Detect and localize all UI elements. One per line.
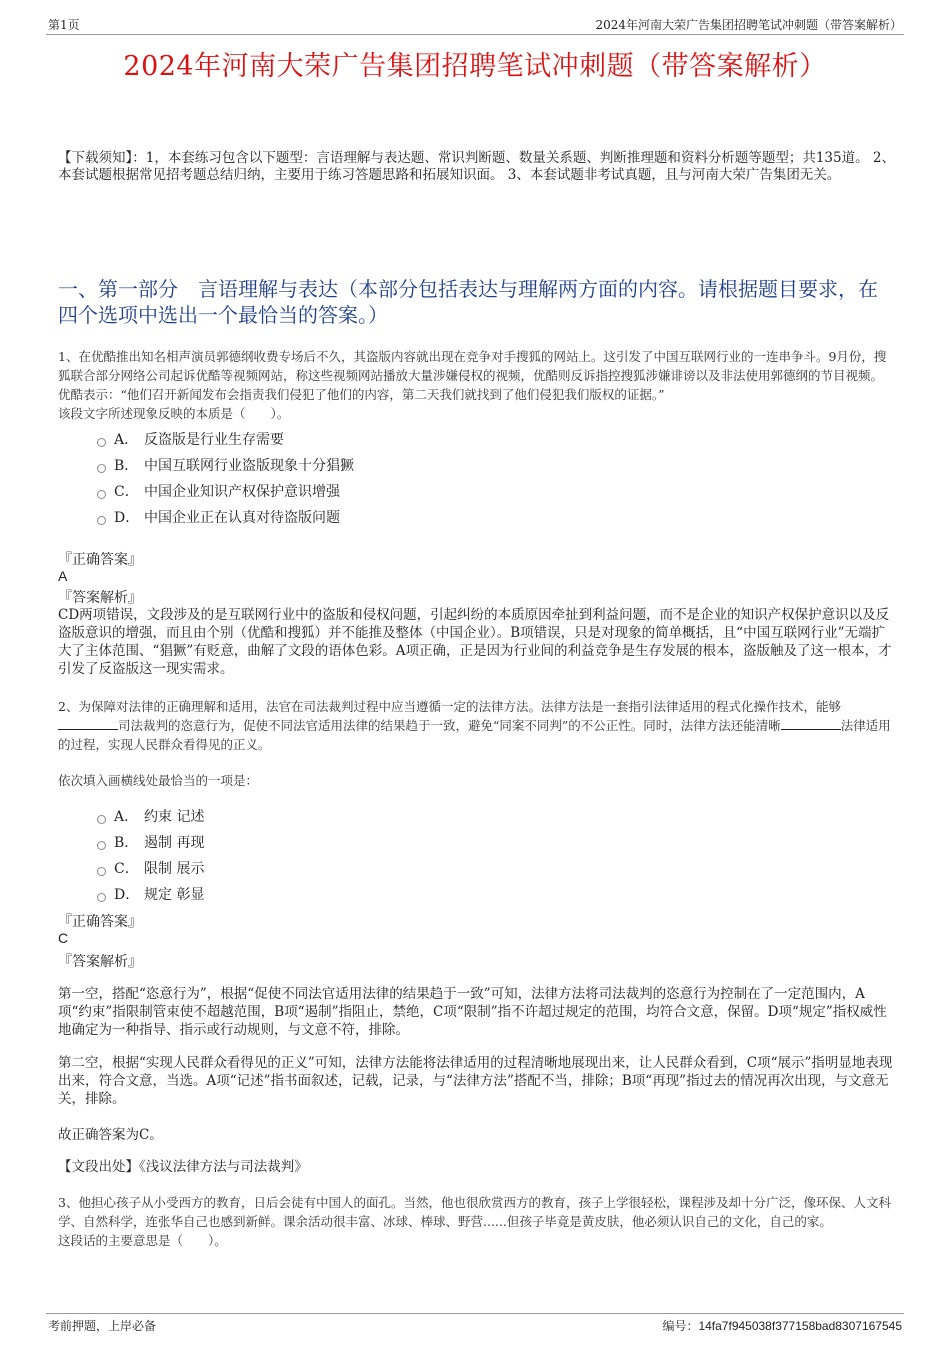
option-d[interactable]: D． 规定 彰显	[97, 881, 204, 907]
answer-label: 『正确答案』	[58, 914, 142, 930]
answer-label: 『正确答案』	[58, 552, 142, 568]
question-1-text	[58, 347, 894, 423]
page-number: 第1页	[48, 18, 80, 32]
fill-blank-1	[58, 717, 118, 730]
analysis-paragraph-2: 第二空，根据“实现人民群众看得见的正义”可知，法律方法能将法律适用的过程清晰地展现出来，让人民群众看到，C项“展示”指明显地表现出来，符合文意，当选。A项“记述”指书面叙述，记载，记录，与“法律方法”搭配不当，排除；B项“再现”指过去的情况再次出现，与文意无关，排除。	[58, 1055, 893, 1107]
header-doc-title: 2024年河南大荣广告集团招聘笔试冲刺题（带答案解析）	[595, 18, 902, 32]
radio-icon[interactable]	[97, 841, 106, 850]
question-3-text: 3、他担心孩子从小受西方的教育，日后会徒有中国人的面孔。当然，他也很欣赏西方的教育，孩子上学很轻松，课程涉及却十分广泛，像环保、人文科学、自然科学，连张华自己也感到新鲜。课余活动很丰富、冰球、棒球、野营......但孩子毕竟是黄皮肤，他必须认识自己的文化，自己的家。 这段话的主要意思是（ ）。	[58, 1195, 891, 1248]
option-a[interactable]: A． 约束 记述	[97, 803, 204, 829]
footer-code: 编号：14fa7f945038f377158bad8307167545	[662, 1319, 902, 1333]
option-c[interactable]: C． 限制 展示	[97, 855, 204, 881]
question-2-options	[97, 803, 204, 907]
radio-icon[interactable]	[97, 516, 106, 525]
page-footer	[46, 1313, 904, 1333]
question-1-passage: 1、在优酷推出知名相声演员郭德纲收费专场后不久，其盗版内容就出现在竞争对手搜狐的网站上。这引发了中国互联网行业的一连串争斗。9月份，搜狐联合部分网络公司起诉优酷等视频网站，称这些视频网站播放大量涉嫌侵权的视频，优酷则反诉指控搜狐涉嫌诽谤以及非法使用郭德纲的节目视频。优酷表示：“他们召开新闻发布会指责我们侵犯了他们的内容，第二天我们就找到了他们侵犯我们版权的证据。”	[58, 349, 887, 402]
option-a[interactable]: A． 反盗版是行业生存需要	[97, 426, 354, 452]
radio-icon[interactable]	[97, 438, 106, 447]
option-b[interactable]: B． 中国互联网行业盗版现象十分猖獗	[97, 452, 354, 478]
analysis-paragraph-1: 第一空，搭配“恣意行为”，根据“促使不同法官适用法律的结果趋于一致”可知，法律方法将司法裁判的恣意行为控制在了一定范围内，A项“约束”指限制管束使不超越范围，B项“遏制”指阻止，禁绝，C项“限制”指不许超过规定的范围，均符合文意，保留。D项“规定”指权威性地确定为一种指导、指示或行动规则，与文意不符，排除。	[58, 986, 887, 1038]
radio-icon[interactable]	[97, 893, 106, 902]
option-c[interactable]: C． 中国企业知识产权保护意识增强	[97, 478, 354, 504]
conclusion: 故正确答案为C。	[58, 1127, 163, 1143]
fill-blank-2	[781, 717, 841, 730]
question-3-stem: 这段话的主要意思是（ ）。	[58, 1233, 227, 1248]
answer-value: C	[58, 930, 69, 946]
section-heading: 一、第一部分 言语理解与表达（本部分包括表达与理解两方面的内容。请根据题目要求，在四个选项中选出一个最恰当的答案。）	[58, 277, 878, 327]
question-1-options	[97, 426, 354, 530]
question-2-text: 2、为保障对法律的正确理解和适用，法官在司法裁判过程中应当遵循一定的法律方法。法律方法是一套指引法律适用的程式化操作技术，能够司法裁判的恣意行为，促使不同法官适用法律的结果趋于一致，避免“同案不同判”的不公正性。同时，法律方法还能清晰 法律适用的过程，实现人民群众看得见的正义。	[58, 699, 891, 752]
radio-icon[interactable]	[97, 464, 106, 473]
source-citation: 【文段出处】《浅议法律方法与司法裁判》	[58, 1159, 308, 1175]
radio-icon[interactable]	[97, 815, 106, 824]
page-header	[46, 14, 904, 35]
download-notice: 【下载须知】：1，本套练习包含以下题型：言语理解与表达题、常识判断题、数量关系题、判断推理题和资料分析题等题型；共135道。 2、本套试题根据常见招考题总结归纳，主要用于练习答题思路和拓展知识面。 3、本套试题非考试真题，且与河南大荣广告集团无关。	[58, 150, 895, 183]
radio-icon[interactable]	[97, 490, 106, 499]
analysis-label: 『答案解析』	[58, 954, 142, 970]
footer-slogan: 考前押题，上岸必备	[48, 1319, 157, 1333]
question-2-stem: 依次填入画横线处最恰当的一项是：	[58, 773, 259, 788]
question-1-stem: 该段文字所述现象反映的本质是（ ）。	[58, 406, 290, 421]
answer-value: A	[58, 568, 68, 584]
analysis-label: 『答案解析』	[58, 590, 142, 606]
option-b[interactable]: B． 遏制 再现	[97, 829, 204, 855]
document-title: 2024年河南大荣广告集团招聘笔试冲刺题（带答案解析）	[123, 51, 827, 82]
option-d[interactable]: D． 中国企业正在认真对待盗版问题	[97, 504, 354, 530]
analysis-text: CD两项错误，文段涉及的是互联网行业中的盗版和侵权问题，引起纠纷的本质原因牵扯到利益问题，而不是企业的知识产权保护意识以及反盗版意识的增强，而且由个别（优酷和搜狐）并不能推及整体（中国企业）。B项错误，只是对现象的简单概括，且“中国互联网行业”无端扩大了主体范围、“猖獗”有贬意，曲解了文段的语体色彩。A项正确，正是因为行业间的利益竞争是生存发展的根本，盗版触及了这一根本，才引发了反盗版这一现实需求。	[58, 607, 892, 677]
radio-icon[interactable]	[97, 867, 106, 876]
